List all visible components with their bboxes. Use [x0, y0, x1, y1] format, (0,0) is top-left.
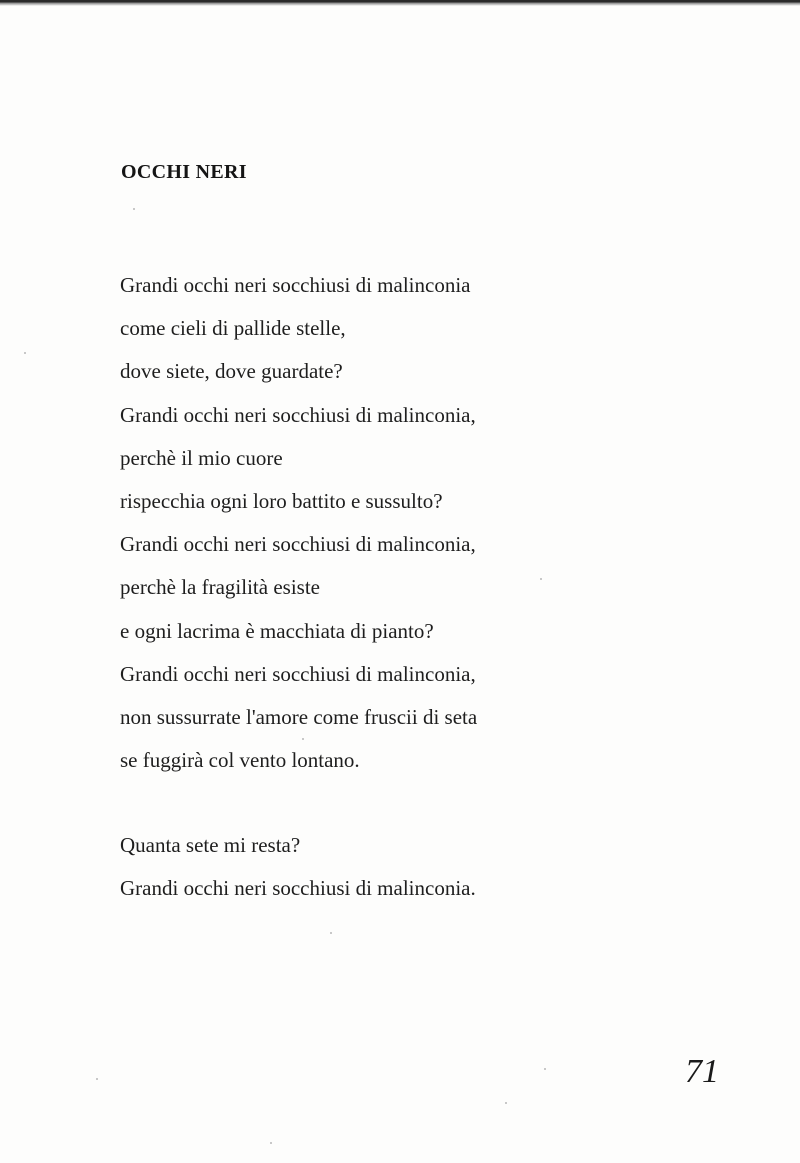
scan-speck [540, 578, 542, 580]
poem-line: Grandi occhi neri socchiusi di malinconia [120, 273, 471, 297]
poem-line: Grandi occhi neri socchiusi di malinconia, [120, 402, 476, 427]
scan-speck [24, 352, 26, 354]
scan-top-edge [0, 0, 800, 6]
poem-line: non sussurrate l'amore come fruscii di seta [120, 704, 478, 729]
page-number: 71 [685, 1053, 719, 1090]
poem-line: e ogni lacrima è macchiata di pianto? [120, 618, 434, 643]
poem-line: Grandi occhi neri socchiusi di malinconia, [120, 532, 476, 557]
poem-line: come cieli di pallide stelle, [120, 316, 346, 341]
stanza-1 [120, 264, 477, 782]
scan-speck [330, 932, 332, 934]
poem-line: rispecchia ogni loro battito e sussulto? [120, 488, 443, 513]
stanza-2 [120, 824, 476, 910]
scan-speck [302, 738, 304, 740]
scan-speck [544, 1068, 546, 1070]
scan-speck [270, 1142, 272, 1144]
poem-line: dove siete, dove guardate? [120, 359, 343, 384]
poem-line: perchè il mio cuore [120, 445, 283, 470]
scan-speck [133, 208, 135, 210]
scan-speck [96, 1078, 98, 1080]
poem-line: Quanta sete mi resta? [120, 833, 301, 857]
poem-line: perchè la fragilità esiste [120, 575, 320, 600]
scan-speck [505, 1102, 507, 1104]
poem-line: se fuggirà col vento lontano. [120, 748, 360, 773]
poem-line: Grandi occhi neri socchiusi di malinconia, [120, 661, 476, 686]
poem-line: Grandi occhi neri socchiusi di malinconia. [120, 876, 476, 901]
poem-title: OCCHI NERI [121, 161, 247, 183]
